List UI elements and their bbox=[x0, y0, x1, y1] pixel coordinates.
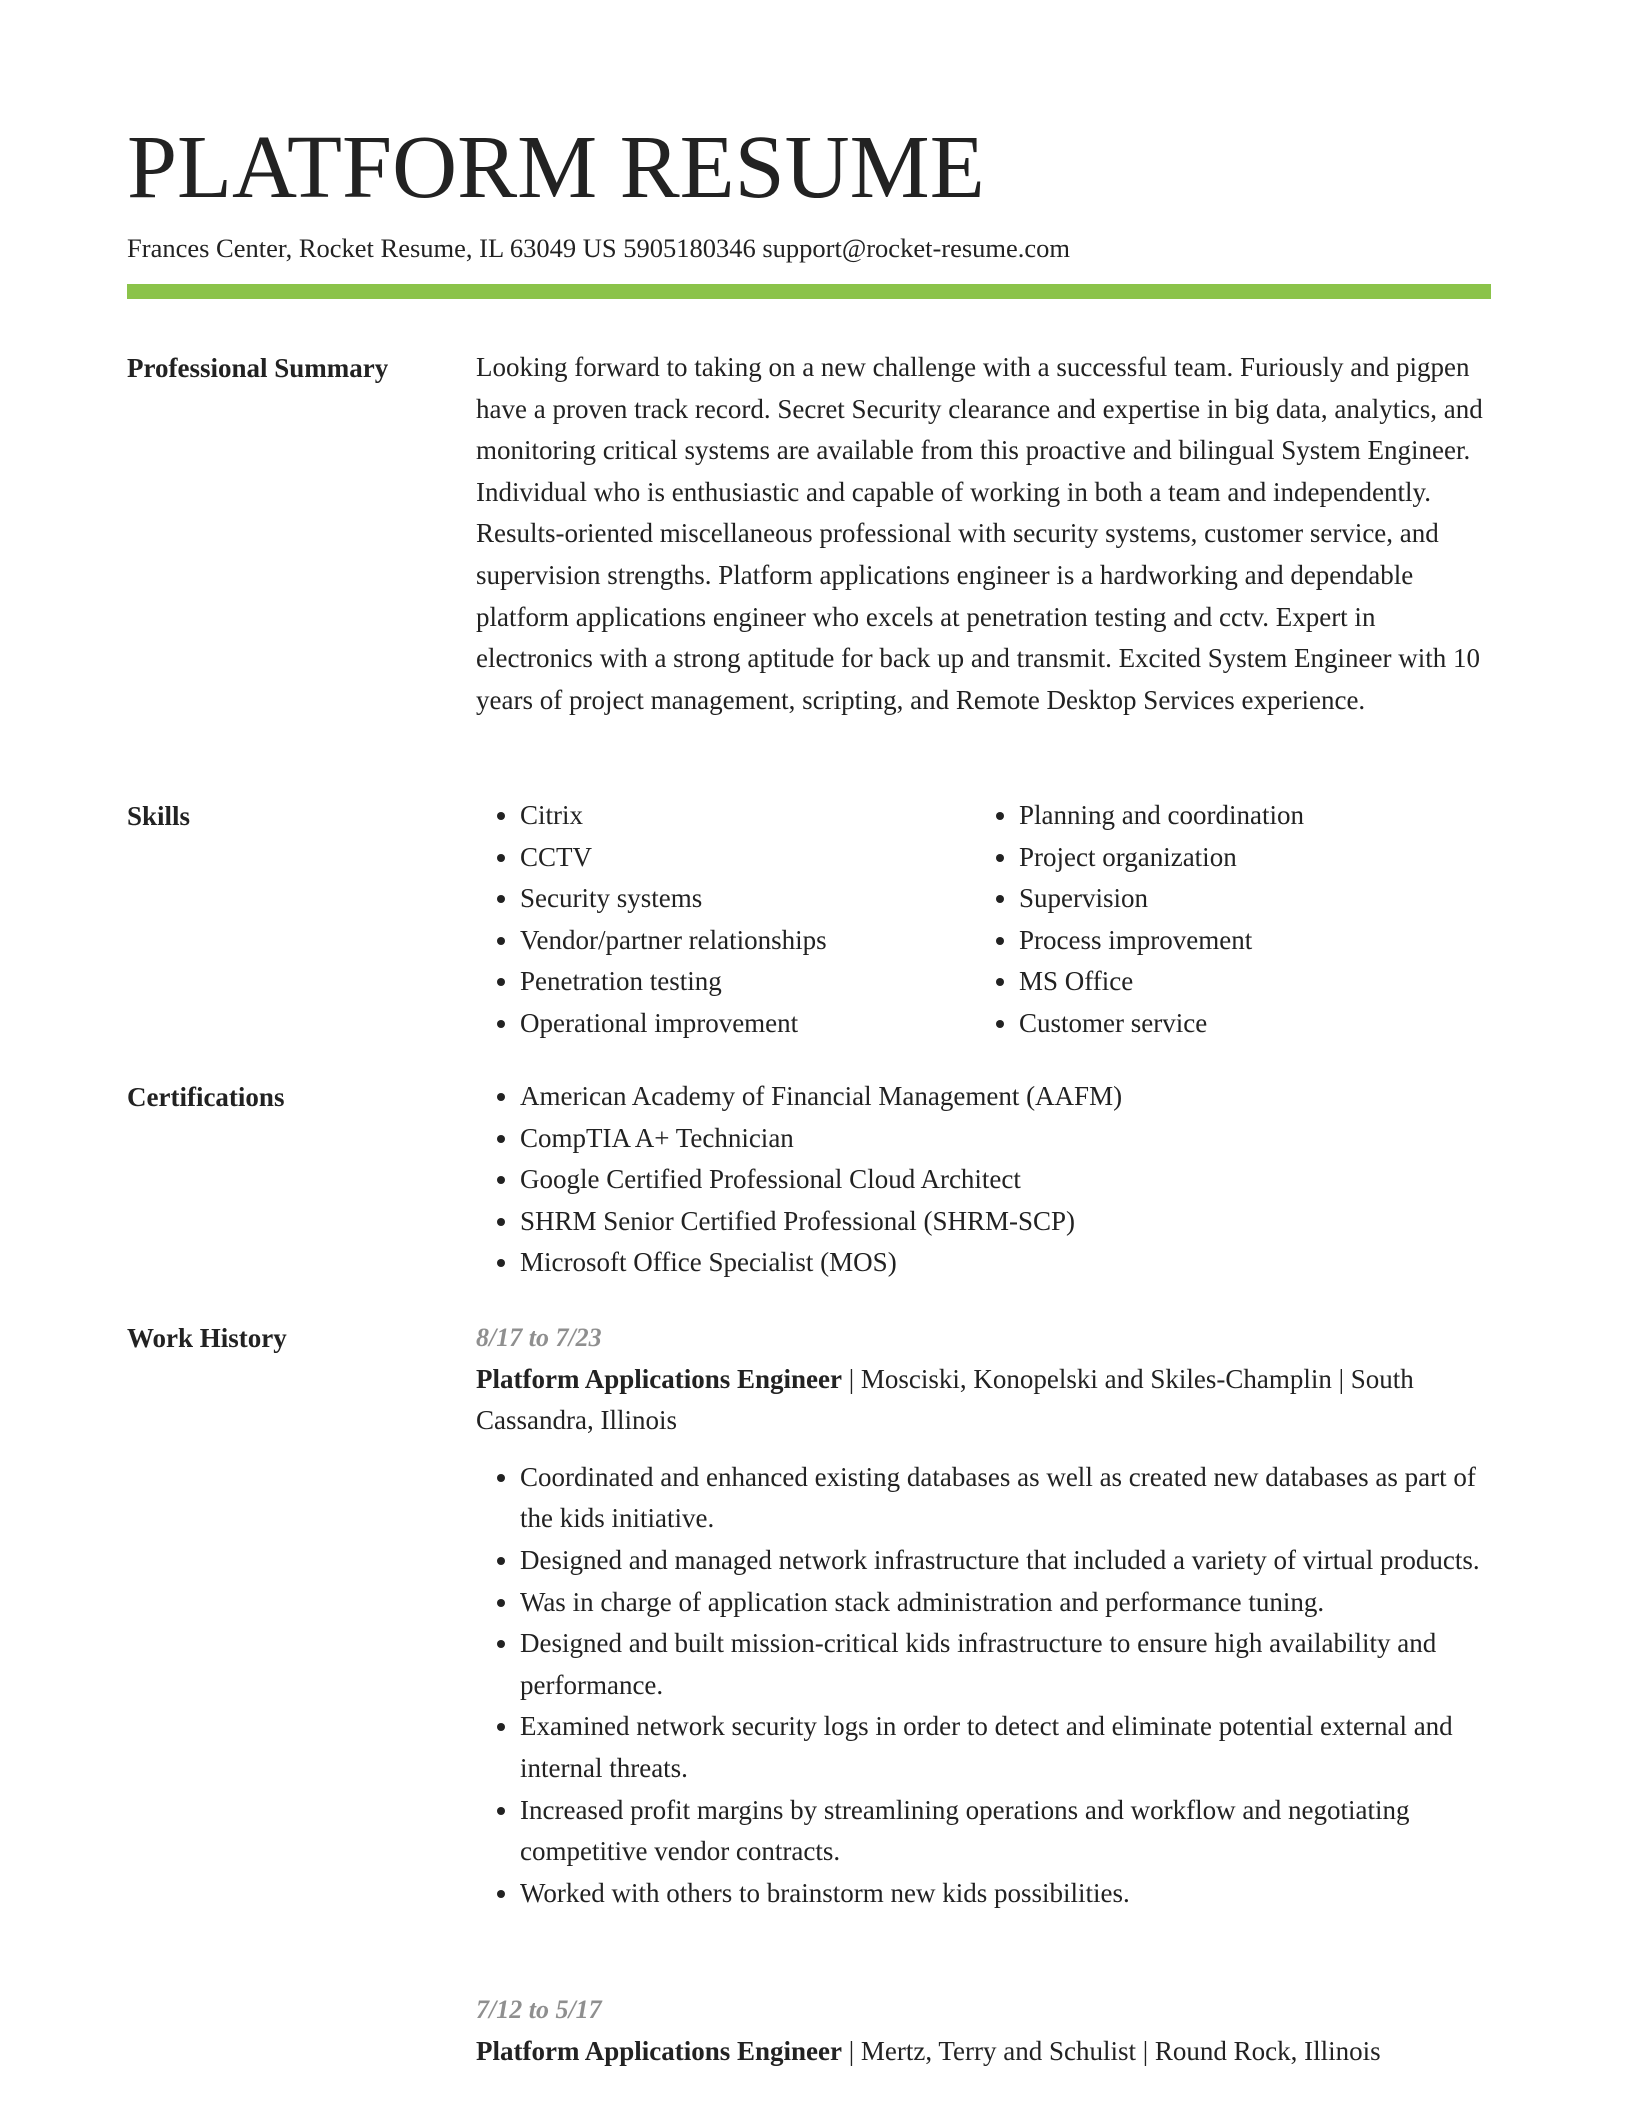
certifications-section bbox=[476, 1076, 1491, 1284]
work-history-heading: Work History bbox=[127, 1323, 287, 1353]
certification-item: • American Academy of Financial Management (AAFM) bbox=[520, 1076, 1491, 1118]
certification-item: • Microsoft Office Specialist (MOS) bbox=[520, 1242, 1491, 1284]
skill-item: • Supervision bbox=[1019, 878, 1435, 920]
job-bullet: • Coordinated and enhanced existing databases as well as created new databases as part of the kids initiative. bbox=[520, 1457, 1491, 1540]
job-details: | Mosciski, Konopelski and Skiles-Champlin | South Cassandra, Illinois bbox=[476, 1363, 1414, 1436]
skill-item: • Project organization bbox=[1019, 837, 1435, 879]
skill-item: • Citrix bbox=[520, 795, 936, 837]
skill-item: • CCTV bbox=[520, 837, 936, 879]
summary-section bbox=[476, 347, 1491, 721]
summary-text: Looking forward to taking on a new challenge with a successful team. Furiously and pigpen have a proven track record. Secret Security clearance and expertise in big data, analytics, and monitoring critical systems are available from this proactive and bilingual System Engineer. Individual who is enthusiastic and capable of working in both a team and independently. Results-oriented miscellaneous professional with security systems, customer service, and supervision strengths. Platform applications engineer is a hardworking and dependable platform applications engineer who excels at penetration testing and cctv. Expert in electronics with a strong aptitude for back up and transmit. Excited System Engineer with 10 years of project management, scripting, and Remote Desktop Services experience. bbox=[476, 352, 1483, 715]
job-entry bbox=[476, 1317, 1491, 1914]
job-bullet: • Examined network security logs in order to detect and eliminate potential external and internal threats. bbox=[520, 1706, 1491, 1789]
skill-item: • Vendor/partner relationships bbox=[520, 920, 936, 962]
certification-item: • Google Certified Professional Cloud Architect bbox=[520, 1159, 1491, 1201]
skill-item: • Planning and coordination bbox=[1019, 795, 1435, 837]
skills-column-left bbox=[476, 795, 936, 1045]
accent-divider bbox=[127, 284, 1491, 299]
job-title: Platform Applications Engineer bbox=[476, 1363, 842, 1394]
job-bullet: • Was in charge of application stack administration and performance tuning. bbox=[520, 1582, 1491, 1624]
summary-heading: Professional Summary bbox=[127, 353, 389, 383]
skills-column-right bbox=[975, 795, 1435, 1045]
job-entry bbox=[476, 1989, 1491, 2072]
skill-item: • Customer service bbox=[1019, 1003, 1435, 1045]
contact-line: Frances Center, Rocket Resume, IL 63049 US 5905180346 support@rocket-resume.com bbox=[127, 233, 1071, 263]
skill-item: • Operational improvement bbox=[520, 1003, 936, 1045]
job-dates: 8/17 to 7/23 bbox=[476, 1323, 602, 1352]
job-bullet: • Designed and managed network infrastructure that included a variety of virtual products. bbox=[520, 1540, 1491, 1582]
certification-item: • SHRM Senior Certified Professional (SHRM-SCP) bbox=[520, 1201, 1491, 1243]
job-heading bbox=[476, 2031, 1491, 2073]
job-bullet: • Increased profit margins by streamlining operations and workflow and negotiating competitive vendor contracts. bbox=[520, 1790, 1491, 1873]
job-details: | Mertz, Terry and Schulist | Round Rock, Illinois bbox=[842, 2035, 1381, 2066]
certifications-heading: Certifications bbox=[127, 1082, 285, 1112]
skill-item: • MS Office bbox=[1019, 961, 1435, 1003]
skill-item: • Security systems bbox=[520, 878, 936, 920]
certification-item: • CompTIA A+ Technician bbox=[520, 1118, 1491, 1160]
job-title: Platform Applications Engineer bbox=[476, 2035, 842, 2066]
job-bullet: • Designed and built mission-critical kids infrastructure to ensure high availability and performance. bbox=[520, 1623, 1491, 1706]
skills-section bbox=[476, 795, 1491, 1047]
job-dates: 7/12 to 5/17 bbox=[476, 1995, 602, 2024]
resume-title: PLATFORM RESUME bbox=[127, 118, 985, 217]
job-heading bbox=[476, 1359, 1491, 1442]
job-bullet: • Worked with others to brainstorm new kids possibilities. bbox=[520, 1873, 1491, 1915]
skill-item: • Penetration testing bbox=[520, 961, 936, 1003]
skill-item: • Process improvement bbox=[1019, 920, 1435, 962]
skills-heading: Skills bbox=[127, 801, 191, 831]
